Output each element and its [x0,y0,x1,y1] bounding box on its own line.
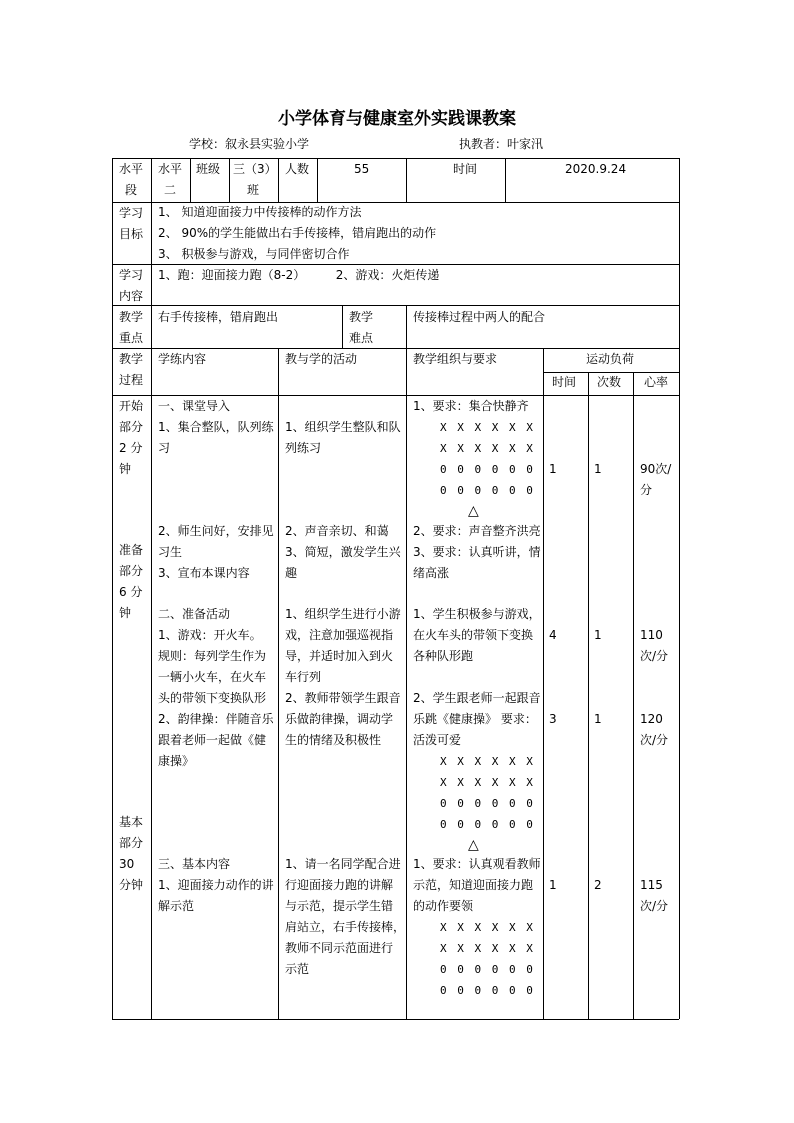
load-heart: 90次/ [640,462,672,476]
teacher-position-icon: △ [468,837,479,853]
goals-label-1: 学习 [119,206,144,220]
content-label-1: 学习 [119,268,144,282]
school-name: 学校：叙永县实验小学 [189,137,310,151]
level-value-1: 水平 [158,162,183,176]
practice-line: 头的带领下变换队形 [158,691,267,705]
formation-row-o: 0 0 0 0 0 0 [440,484,535,497]
phase-basic: 30 [119,857,135,871]
practice-line: 二、准备活动 [158,607,231,621]
activity-line: 与示范，提示学生错 [285,899,394,913]
phase-basic: 分钟 [119,878,144,892]
phase-start: 部分 [119,420,144,434]
formation-row-x: X X X X X X [440,921,535,934]
org-line: 绪高涨 [413,566,450,580]
load-heart: 次/分 [640,649,669,663]
class-label: 班级 [196,162,221,176]
practice-header: 学练内容 [158,352,207,366]
time-label: 时间 [453,162,478,176]
load-heart-header: 心率 [644,375,669,389]
phase-start: 2 分 [119,441,143,455]
org-line: 2、要求：声音整齐洪亮 [413,524,541,538]
org-line: 的动作要领 [413,899,474,913]
level-label-2: 段 [125,183,138,197]
practice-line: 1、迎面接力动作的讲 [158,878,274,892]
process-header-1: 教学 [119,352,144,366]
goal-item: 3、 积极参与游戏，与同伴密切合作 [158,247,350,261]
org-line: 1、学生积极参与游戏， [413,607,541,621]
load-count: 1 [594,628,602,642]
load-count: 1 [594,712,602,726]
activity-line: 生的情绪及积极性 [285,733,382,747]
content-text: 1、跑：迎面接力跑（8-2） 2、游戏：火炬传递 [158,268,440,282]
load-count: 1 [594,462,602,476]
load-time: 1 [549,878,557,892]
goal-item: 2、 90%的学生能做出右手传接棒，错肩跑出的动作 [158,226,437,240]
load-heart: 次/分 [640,899,669,913]
activity-line: 2、教师带领学生跟音 [285,691,401,705]
practice-line: 解示范 [158,899,195,913]
keypoint-label-2: 重点 [119,331,144,345]
activity-line: 行迎面接力跑的讲解 [285,878,394,892]
level-value-2: 二 [164,183,177,197]
load-time-header: 时间 [552,375,577,389]
activity-line: 车行列 [285,670,322,684]
difficulty-label-2: 难点 [349,331,374,345]
goals-label-2: 目标 [119,227,144,241]
formation-row-x: X X X X X X [440,421,535,434]
practice-line: 2、师生问好，安排见 [158,524,274,538]
load-header: 运动负荷 [586,352,635,366]
practice-line: 1、集合整队，队列练 [158,420,274,434]
activity-line: 1、组织学生整队和队 [285,420,401,434]
phase-start: 钟 [119,462,132,476]
phase-prep: 钟 [119,606,132,620]
load-heart: 分 [640,483,653,497]
activity-line: 1、组织学生进行小游 [285,607,401,621]
activity-line: 示范 [285,962,310,976]
activity-line: 2、声音亲切、和蔼 [285,524,389,538]
count-value: 55 [354,162,370,176]
content-label-2: 内容 [119,289,144,303]
practice-line: 跟着老师一起做《健 [158,733,267,747]
activity-line: 3、简短，激发学生兴 [285,545,401,559]
load-heart: 120 [640,712,663,726]
formation-row-o: 0 0 0 0 0 0 [440,963,535,976]
keypoint-text: 右手传接棒，错肩跑出 [158,310,279,324]
practice-line: 三、基本内容 [158,857,231,871]
practice-line: 2、韵律操：伴随音乐 [158,712,274,726]
activity-header: 教与学的活动 [285,352,358,366]
teacher-position-icon: △ [468,503,479,519]
org-line: 乐跳《健康操》 要求： [413,712,537,726]
org-line: 3、要求：认真听讲，情 [413,545,541,559]
activity-line: 导，并适时加入到火 [285,649,394,663]
phase-basic: 部分 [119,836,144,850]
load-count: 2 [594,878,602,892]
formation-row-o: 0 0 0 0 0 0 [440,463,535,476]
class-value-1: 三（3） [233,162,277,176]
count-label: 人数 [285,162,310,176]
load-time: 1 [549,462,557,476]
goal-item: 1、 知道迎面接力中传接棒的动作方法 [158,205,362,219]
load-heart: 115 [640,878,663,892]
phase-prep: 6 分 [119,585,143,599]
phase-start: 开始 [119,399,144,413]
formation-row-o: 0 0 0 0 0 0 [440,984,535,997]
activity-line: 乐做韵律操，调动学 [285,712,394,726]
activity-line: 列练习 [285,441,322,455]
load-heart: 次/分 [640,733,669,747]
formation-row-o: 0 0 0 0 0 0 [440,818,535,831]
difficulty-label-1: 教学 [349,310,374,324]
formation-row-x: X X X X X X [440,942,535,955]
keypoint-label-1: 教学 [119,310,144,324]
practice-line: 3、宣布本课内容 [158,566,250,580]
process-header-2: 过程 [119,373,144,387]
practice-line: 习生 [158,545,183,559]
org-line: 1、要求：认真观看教师 [413,857,541,871]
level-label-1: 水平 [119,162,144,176]
practice-line: 康操》 [158,754,195,768]
org-line: 示范，知道迎面接力跑 [413,878,534,892]
load-time: 3 [549,712,557,726]
practice-line: 习 [158,441,171,455]
practice-line: 1、游戏：开火车。 [158,628,262,642]
activity-line: 教师不同示范面进行 [285,941,394,955]
phase-prep: 部分 [119,564,144,578]
load-time: 4 [549,628,557,642]
load-count-header: 次数 [597,375,622,389]
activity-line: 戏，注意加强巡视指 [285,628,394,642]
org-line: 各种队形跑 [413,649,474,663]
activity-line: 趣 [285,566,298,580]
class-value-2: 班 [247,183,260,197]
practice-line: 一辆小火车，在火车 [158,670,267,684]
org-line: 1、要求：集合快静齐 [413,399,529,413]
lesson-date: 2020.9.24 [565,162,627,176]
phase-basic: 基本 [119,815,144,829]
formation-row-o: 0 0 0 0 0 0 [440,797,535,810]
practice-line: 一、课堂导入 [158,399,231,413]
activity-line: 肩站立，右手传接棒， [285,920,406,934]
organization-header: 教学组织与要求 [413,352,498,366]
formation-row-x: X X X X X X [440,755,535,768]
difficulty-text: 传接棒过程中两人的配合 [413,310,546,324]
teacher-name: 执教者：叶家汛 [459,137,544,151]
org-line: 在火车头的带领下变换 [413,628,534,642]
formation-row-x: X X X X X X [440,442,535,455]
org-line: 活泼可爱 [413,733,462,747]
org-line: 2、学生跟老师一起跟音 [413,691,541,705]
page-title: 小学体育与健康室外实践课教案 [278,109,516,129]
activity-line: 1、请一名同学配合进 [285,857,401,871]
load-heart: 110 [640,628,663,642]
practice-line: 规则：每列学生作为 [158,649,267,663]
formation-row-x: X X X X X X [440,776,535,789]
phase-prep: 准备 [119,543,144,557]
